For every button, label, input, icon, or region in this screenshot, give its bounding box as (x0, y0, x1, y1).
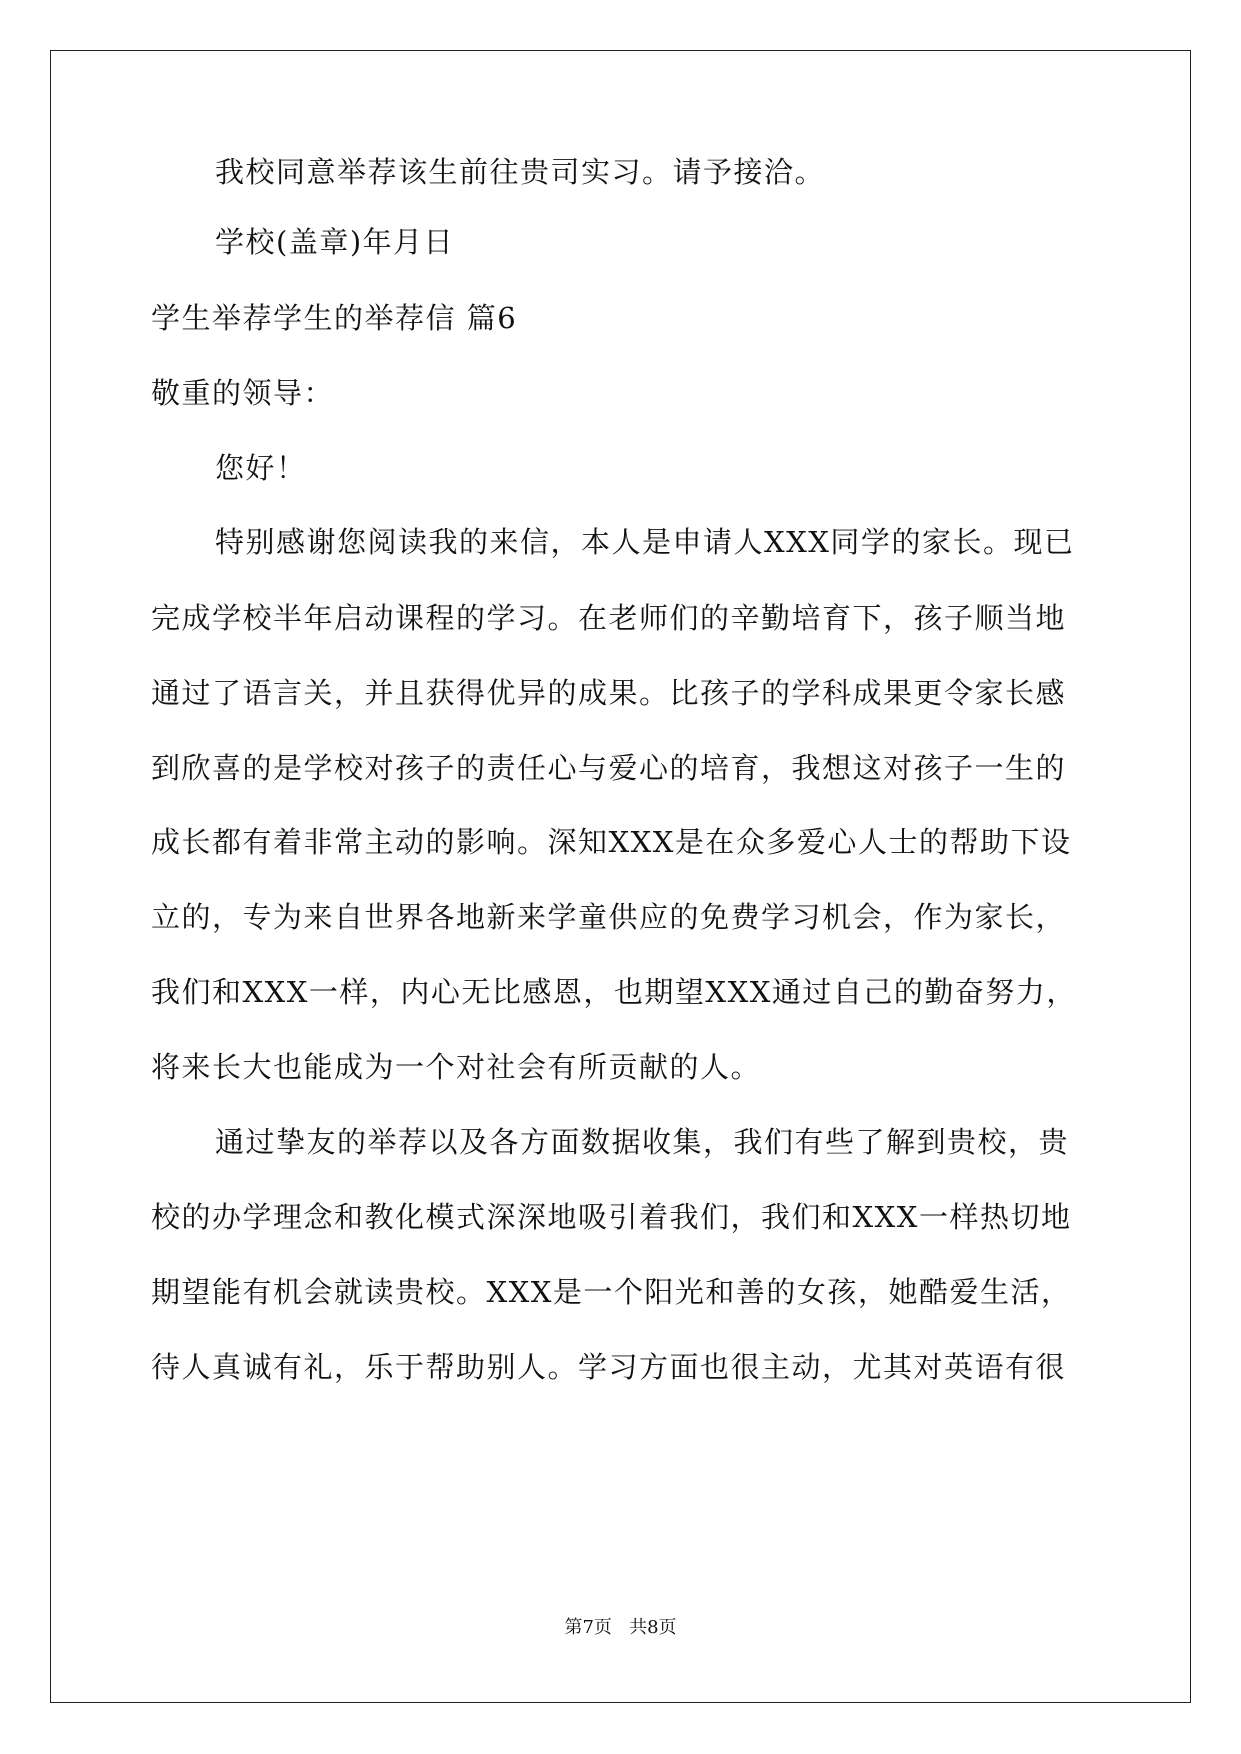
section-heading: 学生举荐学生的举荐信 篇6 (151, 301, 518, 335)
page-number-footer: 第7页 共8页 (564, 1617, 677, 1638)
paragraph-1-line-8: 将来长大也能成为一个对社会有所贡献的人。 (151, 1050, 762, 1084)
paragraph-2-line-1: 通过挚友的举荐以及各方面数据收集，我们有些了解到贵校，贵 (215, 1125, 1070, 1159)
paragraph-2-line-4: 待人真诚有礼，乐于帮助别人。学习方面也很主动，尤其对英语有很 (151, 1350, 1067, 1384)
paragraph-1-line-3: 通过了语言关，并且获得优异的成果。比孩子的学科成果更令家长感 (151, 676, 1067, 710)
signature-line: 学校(盖章)年月日 (215, 225, 455, 259)
paragraph-1-line-2: 完成学校半年启动课程的学习。在老师们的辛勤培育下，孩子顺当地 (151, 601, 1067, 635)
paragraph-1-line-7: 我们和XXX一样，内心无比感恩，也期望XXX通过自己的勤奋努力， (151, 975, 1077, 1009)
paragraph-1-line-5: 成长都有着非常主动的影响。深知XXX是在众多爱心人士的帮助下设 (151, 825, 1072, 859)
paragraph-1-line-1: 特别感谢您阅读我的来信，本人是申请人XXX同学的家长。现已 (215, 525, 1075, 559)
body-line-1: 我校同意举荐该生前往贵司实习。请予接洽。 (215, 155, 826, 189)
salutation: 敬重的领导： (151, 376, 335, 410)
paragraph-1-line-6: 立的，专为来自世界各地新来学童供应的免费学习机会，作为家长， (151, 900, 1067, 934)
paragraph-2-line-3: 期望能有机会就读贵校。XXX是一个阳光和善的女孩，她酷爱生活， (151, 1275, 1072, 1309)
paragraph-2-line-2: 校的办学理念和教化模式深深地吸引着我们，我们和XXX一样热切地 (151, 1200, 1072, 1234)
greeting: 您好！ (215, 451, 307, 485)
paragraph-1-line-4: 到欣喜的是学校对孩子的责任心与爱心的培育，我想这对孩子一生的 (151, 751, 1067, 785)
